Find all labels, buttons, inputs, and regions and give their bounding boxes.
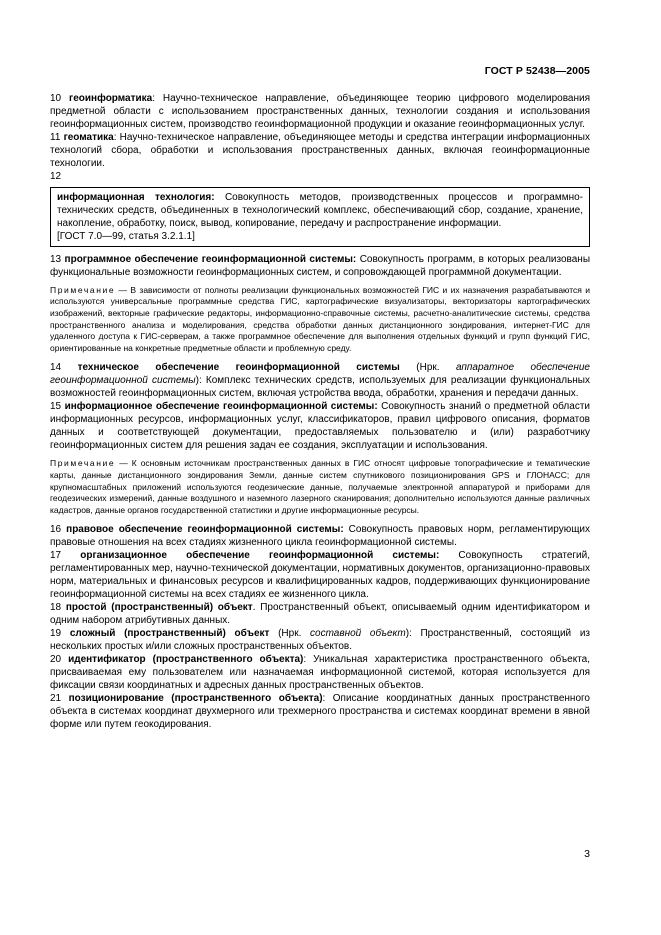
entry-prefix: (Нрк. (399, 361, 456, 373)
entry-term: сложный (пространственный) объект (69, 628, 270, 640)
entry-term: правовое обеспечение геоинформационной системы: (66, 523, 344, 535)
page-number: 3 (584, 848, 590, 860)
entry-12-number: 12 (50, 171, 62, 183)
entry-definition: : Уникальная характеристика пространственного объекта, присваиваемая ему пользователем или назначаемая информационной системой, которая используется для фиксации связи координатных и адресных данных пространственных объектов. (50, 654, 590, 692)
entry-term: простой (пространственный) объект (65, 601, 253, 613)
entry-21 (50, 692, 590, 731)
entry-prefix: (Нрк. (269, 628, 311, 640)
note-1 (50, 285, 590, 355)
entry-definition: ): Комплекс технических средств, используемых для реализации функциональных возможностей геоинформационных систем, включая устройства ввода, обработки, хранения и передачи данных. (50, 374, 590, 399)
entry-definition: Совокупность знаний о предметной области информационных ресурсов, информационных услуг, классификаторов, правил цифрового описания, форматов данных и соответствующей документации, предоставляемых пользователю и (или) разработчику геоинформационных систем для решения задач ее создания, эксплуатации и использования. (50, 400, 590, 452)
entry-number: 14 (50, 361, 62, 373)
entry-term: информационное обеспечение геоинформационной системы: (64, 400, 378, 412)
entry-number: 16 (50, 523, 62, 535)
entry-definition: . Пространственный объект, описываемый одним идентификатором и одним набором атрибутивных данных. (50, 601, 590, 626)
entry-definition: : Описание координатных данных пространственного объекта в системах координат двухмерного или трехмерного пространства и системах координат времени в явной форме или путем геокодирования. (50, 693, 590, 731)
entry-term: геоинформатика (69, 93, 153, 104)
entry-number: 21 (50, 693, 62, 705)
note-text: — В зависимости от полноты реализации функциональных возможностей ГИС и их назначения разрабатываются и используются универсальные программные средства ГИС, картографические визуализаторы, векторизаторы картографических изображений, векторные графические редакторы, информационно-справочные системы, расчетно-аналитические системы, средства пространственного анализа и моделирования, средства обработки данных дистанционного зондирования, интернет-ГИС для удаленного доступа к ГИС-серверам, а также программное обеспечение для выполнения отдельных функций и групп функций ГИС, ориентированные на конкретные предметные области и проблемную среду. (50, 284, 590, 354)
document-code: ГОСТ Р 52438—2005 (484, 65, 590, 77)
entry-definition: Совокупность методов, производственных процессов и программно-технических средств, объединенных в технологический комплекс, обеспечивающий сбор, создание, хранение, накопление, обработку, поиск, вывод, копирование, передачу и распространение информации. (57, 192, 583, 230)
entry-number: 13 (50, 253, 62, 265)
entry-number: 15 (50, 400, 62, 412)
note-label: Примечание (50, 458, 116, 469)
entry-20 (50, 653, 590, 692)
quoted-definition-box (50, 187, 590, 246)
entry-term: информационная технология: (57, 192, 215, 204)
entry-number: 17 (50, 549, 62, 561)
note-2 (50, 458, 590, 517)
entry-number: 10 (50, 93, 62, 104)
entry-definition: Совокупность правовых норм, регламентирующих правовые отношения на всех стадиях жизненного цикла геоинформационной системы. (50, 523, 591, 548)
entry-12 (57, 191, 583, 230)
entry-definition: Совокупность стратегий, регламентированных мер, научно-технической документации, нормативных документов, организационно-правовых норм, материальных и финансовых ресурсов и квалифицированных кадров, поддерживающих функционирование геоинформационной системы на всех стадиях ее жизненного цикла. (50, 549, 590, 600)
entry-term: программное обеспечение геоинформационной системы: (64, 253, 357, 265)
source-reference: [ГОСТ 7.0—99, статья 3.2.1.1] (57, 231, 195, 243)
entry-16 (50, 523, 590, 549)
entry-10 (50, 92, 590, 131)
entry-11 (50, 131, 590, 170)
entry-definition: ): Пространственный, состоящий из нескольких простых и/или сложных пространственных объектов. (50, 628, 590, 653)
entry-definition: : Научно-техническое направление, объединяющее методы и средства интеграции информационных технологий сбора, обработки и использования пространственных данных, включая геоинформационные технологии. (50, 132, 590, 170)
entry-definition: Совокупность программ, в которых реализованы функциональные возможности геоинформационных систем, и сопровождающей программной документации. (50, 253, 591, 278)
entry-15 (50, 400, 590, 452)
entry-number: 18 (50, 601, 62, 613)
entry-alt-term: аппаратное обеспечение геоинформационной системы (50, 361, 590, 386)
content-body (50, 92, 590, 731)
entry-13 (50, 253, 590, 279)
entry-alt-term: составной объект (310, 628, 406, 640)
entry-number: 19 (50, 628, 62, 640)
entry-18 (50, 601, 590, 627)
entry-term: организационное обеспечение геоинформационной системы: (80, 549, 440, 561)
note-label: Примечание (50, 284, 116, 295)
entry-term: техническое обеспечение геоинформационной системы (77, 361, 400, 373)
entry-definition: : Научно-техническое направление, объединяющее теорию цифрового моделирования предметной области с использованием пространственных данных, технологии создания и использования геоинформационных систем, производство геоинформационной продукции и оказание геоинформационных услуг. (50, 93, 590, 131)
entry-17 (50, 549, 590, 601)
note-text: — К основным источникам пространственных данных в ГИС относят цифровые топографические и тематические карты, данные дистанционного зондирования Земли, данные систем спутникового позиционирования GPS и ГЛОНАСС; для крупномасштабных приложений используются геодезические данные, получаемые электронной аппаратурой и приборами для геодезических измерений, данные воздушного и наземного лазерного сканирования; дополнительно используются данные различных кадастров, данные органов государственной статистики и другие информационные ресурсы. (50, 458, 590, 515)
entry-number: 11 (50, 132, 61, 144)
entry-term: позиционирование (пространственного объекта) (68, 693, 323, 705)
entry-19 (50, 627, 590, 653)
entry-term: идентификатор (пространственного объекта) (68, 654, 304, 666)
entry-14 (50, 361, 590, 400)
entry-number: 20 (50, 654, 62, 666)
entry-term: геоматика (63, 132, 114, 144)
